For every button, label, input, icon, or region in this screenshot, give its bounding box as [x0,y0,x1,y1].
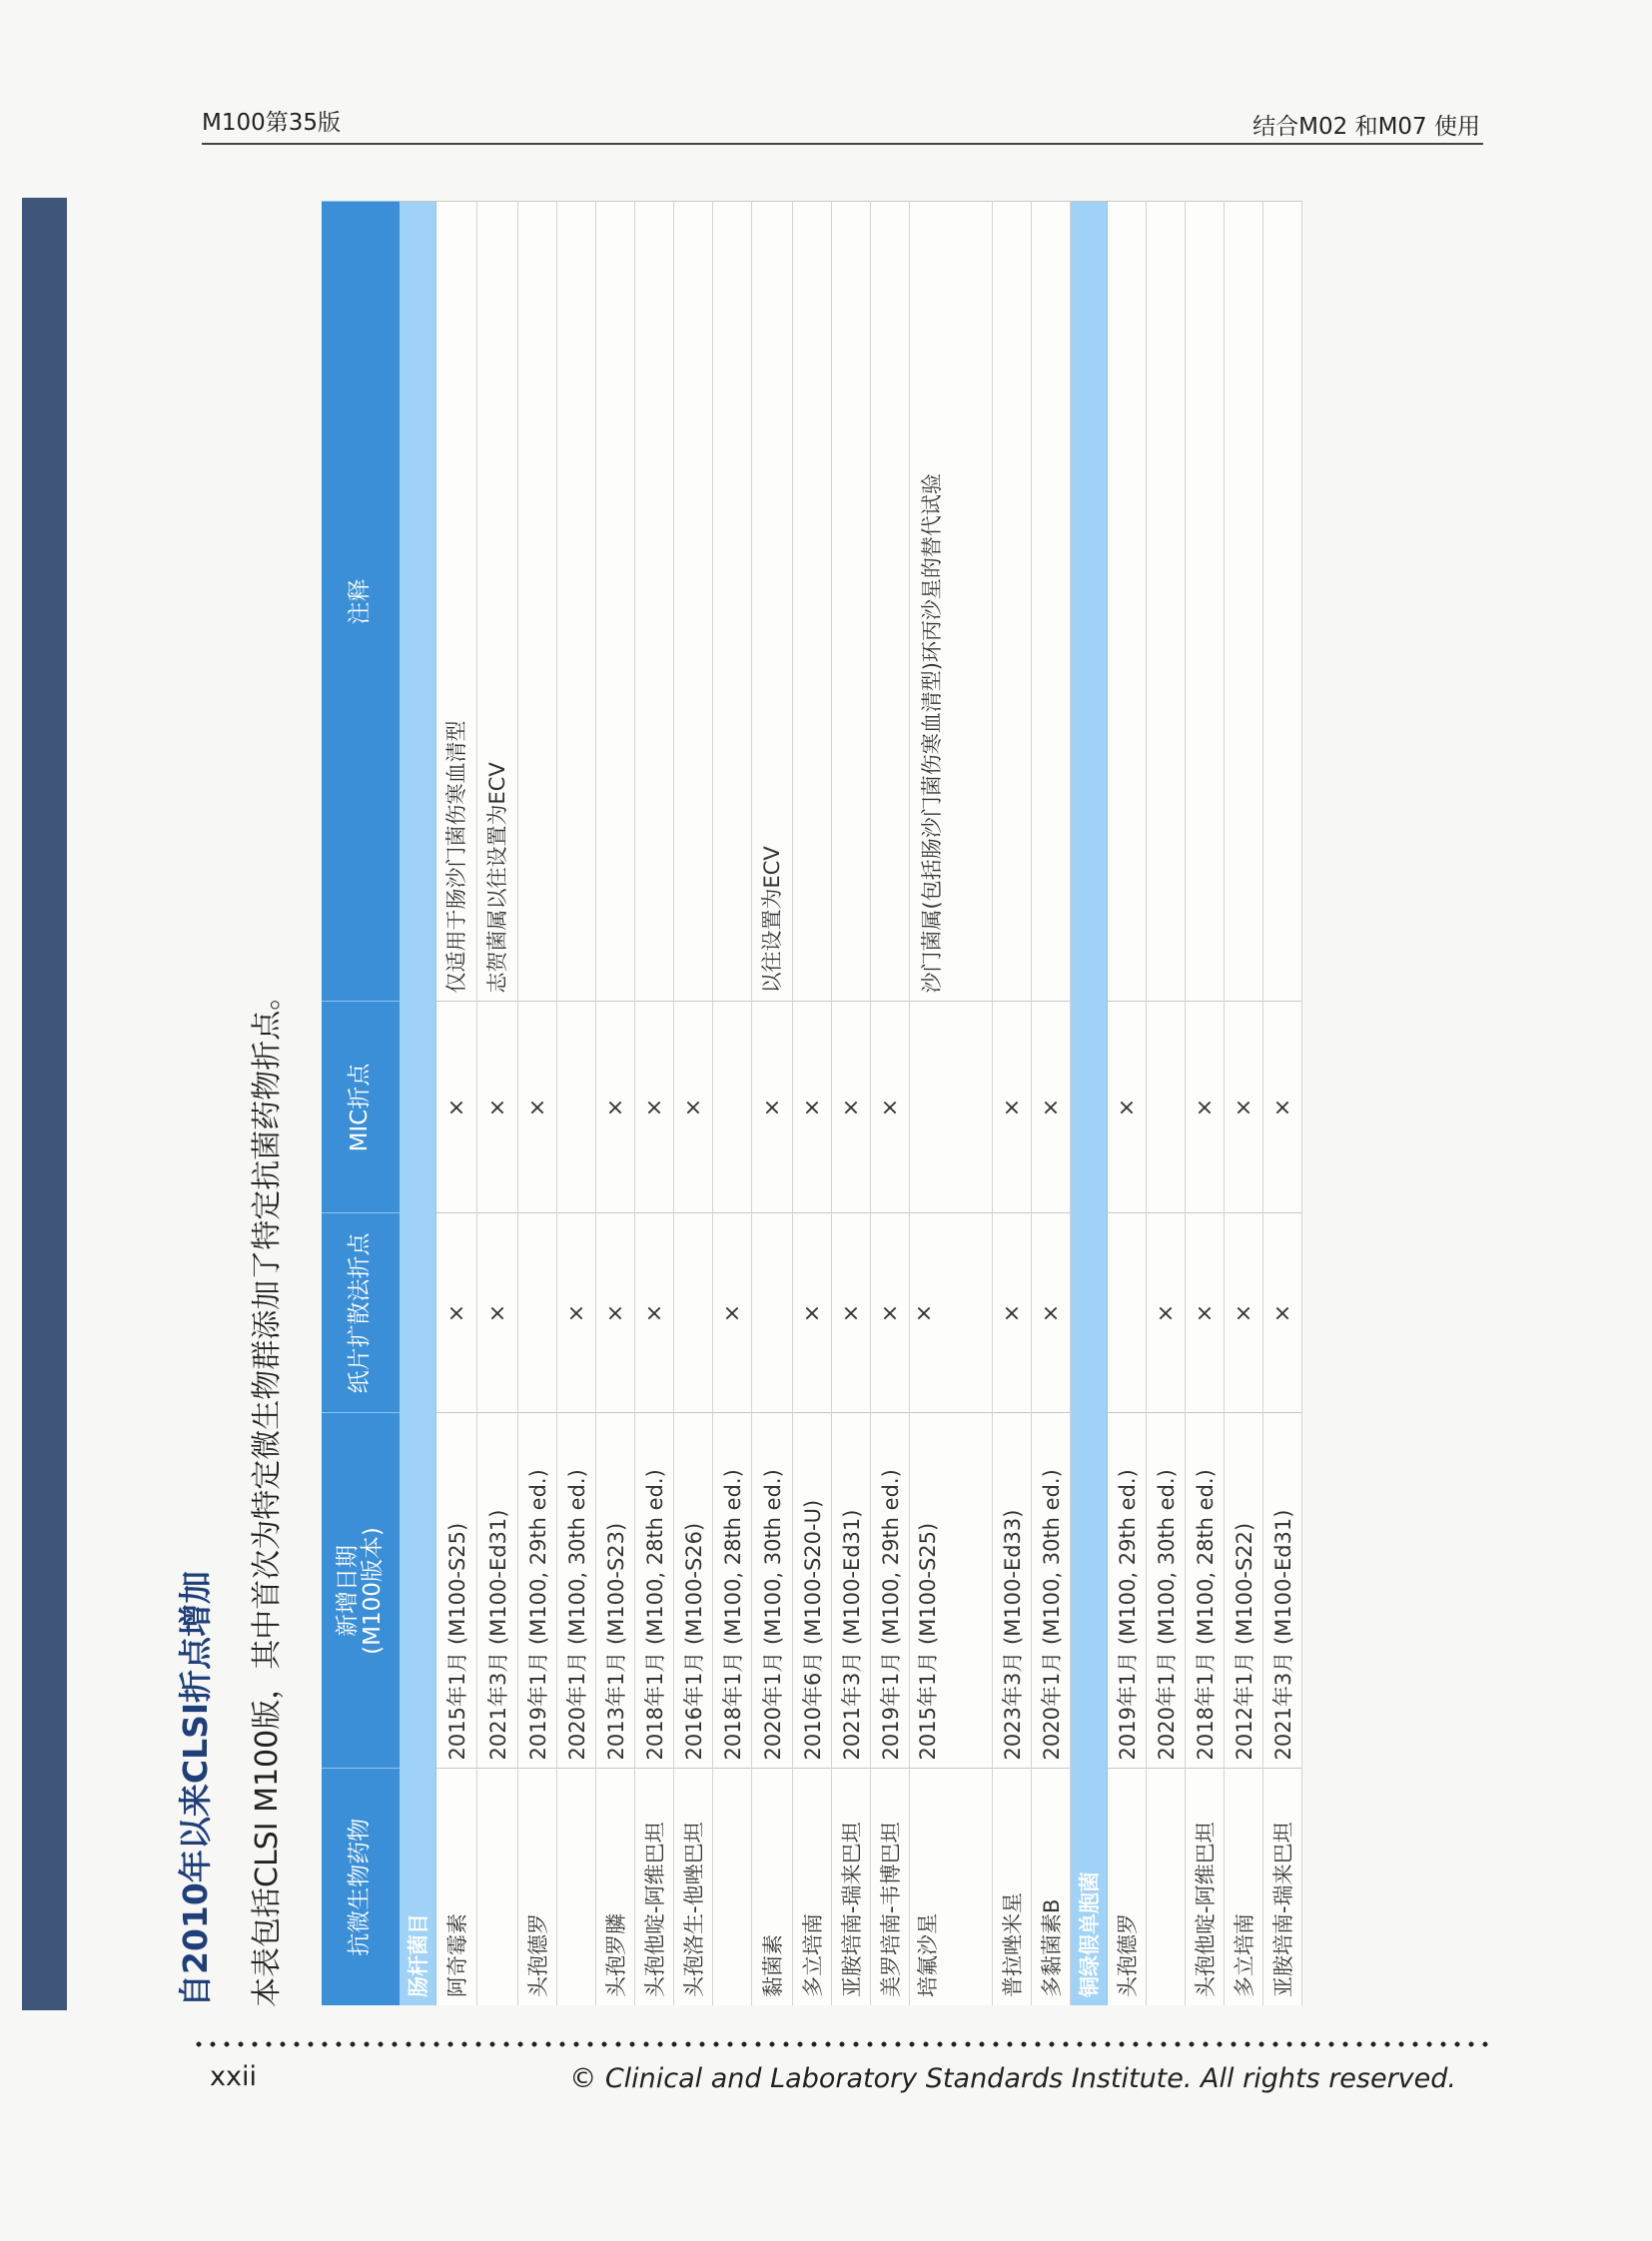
side-bar [22,198,67,2010]
breakpoint-table [322,202,1302,2006]
cell-mic [1147,1002,1186,1213]
table-row [1147,202,1186,2005]
cell-date: 2020年1月 (M100, 30th ed.) [1032,1413,1071,1769]
cell-mic: × [832,1002,871,1213]
cell-note [1186,202,1225,1002]
section-label: 肠杆菌目 [400,202,436,2005]
cell-mic: × [596,1002,635,1213]
cell-date: 2018年1月 (M100, 28th ed.) [1186,1413,1225,1769]
col-header-note: 注释 [322,202,400,1002]
cell-drug: 阿奇霉素 [436,1769,477,2005]
table-row [1032,202,1071,2005]
header-rule [202,143,1483,145]
cell-note: 仅适用于肠沙门菌伤寒血清型 [436,202,477,1002]
cell-disk: × [993,1213,1032,1413]
cell-mic: × [1032,1002,1071,1213]
cell-disk: × [910,1213,993,1413]
cell-date: 2018年1月 (M100, 28th ed.) [713,1413,752,1769]
cell-drug: 头孢洛生-他唑巴坦 [674,1769,713,2005]
table-row [557,202,596,2005]
cell-note [518,202,557,1002]
cell-date: 2021年3月 (M100-Ed31) [477,1413,518,1769]
cell-drug: 亚胺培南-瑞来巴坦 [1263,1769,1302,2005]
cell-date: 2021年3月 (M100-Ed31) [1263,1413,1302,1769]
cell-disk: × [1186,1213,1225,1413]
col-header-drug: 抗微生物药物 [322,1769,400,2005]
cell-date: 2019年1月 (M100, 29th ed.) [1108,1413,1147,1769]
cell-mic [910,1002,993,1213]
cell-mic: × [1108,1002,1147,1213]
page-number: xxii [210,2061,257,2092]
cell-date: 2020年1月 (M100, 30th ed.) [1147,1413,1186,1769]
cell-note: 沙门菌属(包括肠沙门菌伤寒血清型)环丙沙星的替代试验 [910,202,993,1002]
cell-note [1225,202,1263,1002]
page-header-left: M100第35版 [202,110,342,136]
table-row [674,202,713,2005]
cell-date: 2021年3月 (M100-Ed31) [832,1413,871,1769]
cell-note: 以往设置为ECV [752,202,793,1002]
page-header-right: 结合M02 和M07 使用 [1252,114,1480,140]
cell-drug [713,1769,752,2005]
col-header-date-line2: (M100版本) [360,1527,386,1655]
cell-mic [557,1002,596,1213]
cell-mic: × [518,1002,557,1213]
cell-disk [518,1213,557,1413]
cell-disk: × [557,1213,596,1413]
section-row [1071,202,1108,2005]
table-row [793,202,832,2005]
cell-drug: 头孢德罗 [518,1769,557,2005]
page-title: 自2010年以来CLSI折点增加 [176,1570,215,2007]
cell-drug [557,1769,596,2005]
cell-drug: 培氟沙星 [910,1769,993,2005]
cell-mic: × [1225,1002,1263,1213]
table-row [1263,202,1302,2005]
table-header-row [322,202,400,2005]
cell-note [993,202,1032,1002]
col-header-mic: MIC折点 [322,1002,400,1213]
cell-mic: × [752,1002,793,1213]
cell-disk [674,1213,713,1413]
cell-disk: × [713,1213,752,1413]
cell-note [713,202,752,1002]
cell-drug: 头孢他啶-阿维巴坦 [1186,1769,1225,2005]
table-row [596,202,635,2005]
cell-mic: × [674,1002,713,1213]
cell-drug: 多立培南 [1225,1769,1263,2005]
cell-note [1147,202,1186,1002]
cell-drug: 普拉唑米星 [993,1769,1032,2005]
cell-drug [1147,1769,1186,2005]
cell-date: 2019年1月 (M100, 29th ed.) [518,1413,557,1769]
section-row [400,202,436,2005]
cell-drug [477,1769,518,2005]
cell-note [832,202,871,1002]
cell-note [1108,202,1147,1002]
cell-date: 2023年3月 (M100-Ed33) [993,1413,1032,1769]
footer-dotted-rule [192,2040,1490,2048]
cell-date: 2015年1月 (M100-S25) [436,1413,477,1769]
table-row [635,202,674,2005]
section-label: 铜绿假单胞菌 [1071,202,1108,2005]
cell-drug: 亚胺培南-瑞来巴坦 [832,1769,871,2005]
table-row [1186,202,1225,2005]
cell-disk: × [477,1213,518,1413]
page-subtitle: 本表包括CLSI M100版，其中首次为特定微生物群添加了特定抗菌药物折点。 [250,980,285,2007]
cell-date: 2020年1月 (M100, 30th ed.) [752,1413,793,1769]
table-row [910,202,993,2005]
cell-drug: 头孢罗膦 [596,1769,635,2005]
cell-drug: 头孢他啶-阿维巴坦 [635,1769,674,2005]
table-row [1108,202,1147,2005]
cell-drug: 黏菌素 [752,1769,793,2005]
cell-note [557,202,596,1002]
table-row [518,202,557,2005]
cell-mic: × [993,1002,1032,1213]
cell-date: 2013年1月 (M100-S23) [596,1413,635,1769]
cell-date: 2018年1月 (M100, 28th ed.) [635,1413,674,1769]
cell-disk: × [596,1213,635,1413]
cell-drug: 美罗培南-韦博巴坦 [871,1769,910,2005]
table-row [832,202,871,2005]
cell-note [871,202,910,1002]
cell-mic: × [477,1002,518,1213]
cell-disk: × [871,1213,910,1413]
cell-mic: × [1263,1002,1302,1213]
cell-date: 2015年1月 (M100-S25) [910,1413,993,1769]
cell-note [1032,202,1071,1002]
col-header-date [322,1413,400,1769]
table-row [1225,202,1263,2005]
cell-disk [752,1213,793,1413]
table-row [752,202,793,2005]
table-row [993,202,1032,2005]
cell-disk [1108,1213,1147,1413]
cell-disk: × [793,1213,832,1413]
cell-note [674,202,713,1002]
cell-mic [713,1002,752,1213]
cell-note [596,202,635,1002]
col-header-date-line1: 新增日期 [334,1545,361,1637]
cell-note [1263,202,1302,1002]
cell-date: 2020年1月 (M100, 30th ed.) [557,1413,596,1769]
cell-disk: × [436,1213,477,1413]
cell-note: 志贺菌属以往设置为ECV [477,202,518,1002]
cell-mic: × [871,1002,910,1213]
cell-date: 2010年6月 (M100-S20-U) [793,1413,832,1769]
cell-date: 2016年1月 (M100-S26) [674,1413,713,1769]
col-header-disk: 纸片扩散法折点 [322,1213,400,1413]
cell-note [635,202,674,1002]
cell-disk: × [1263,1213,1302,1413]
cell-disk: × [1147,1213,1186,1413]
cell-drug: 多黏菌素B [1032,1769,1071,2005]
cell-drug: 头孢德罗 [1108,1769,1147,2005]
table-row [713,202,752,2005]
cell-disk: × [635,1213,674,1413]
table-row [871,202,910,2005]
cell-disk: × [1225,1213,1263,1413]
cell-date: 2019年1月 (M100, 29th ed.) [871,1413,910,1769]
cell-mic: × [635,1002,674,1213]
rotated-content [170,200,1308,2007]
cell-mic: × [436,1002,477,1213]
cell-drug: 多立培南 [793,1769,832,2005]
cell-disk: × [1032,1213,1071,1413]
cell-note [793,202,832,1002]
cell-disk: × [832,1213,871,1413]
copyright: © Clinical and Laboratory Standards Institute. All rights reserved. [569,2063,1456,2094]
cell-mic: × [793,1002,832,1213]
cell-mic: × [1186,1002,1225,1213]
table-row [477,202,518,2005]
cell-date: 2012年1月 (M100-S22) [1225,1413,1263,1769]
table-row [436,202,477,2005]
